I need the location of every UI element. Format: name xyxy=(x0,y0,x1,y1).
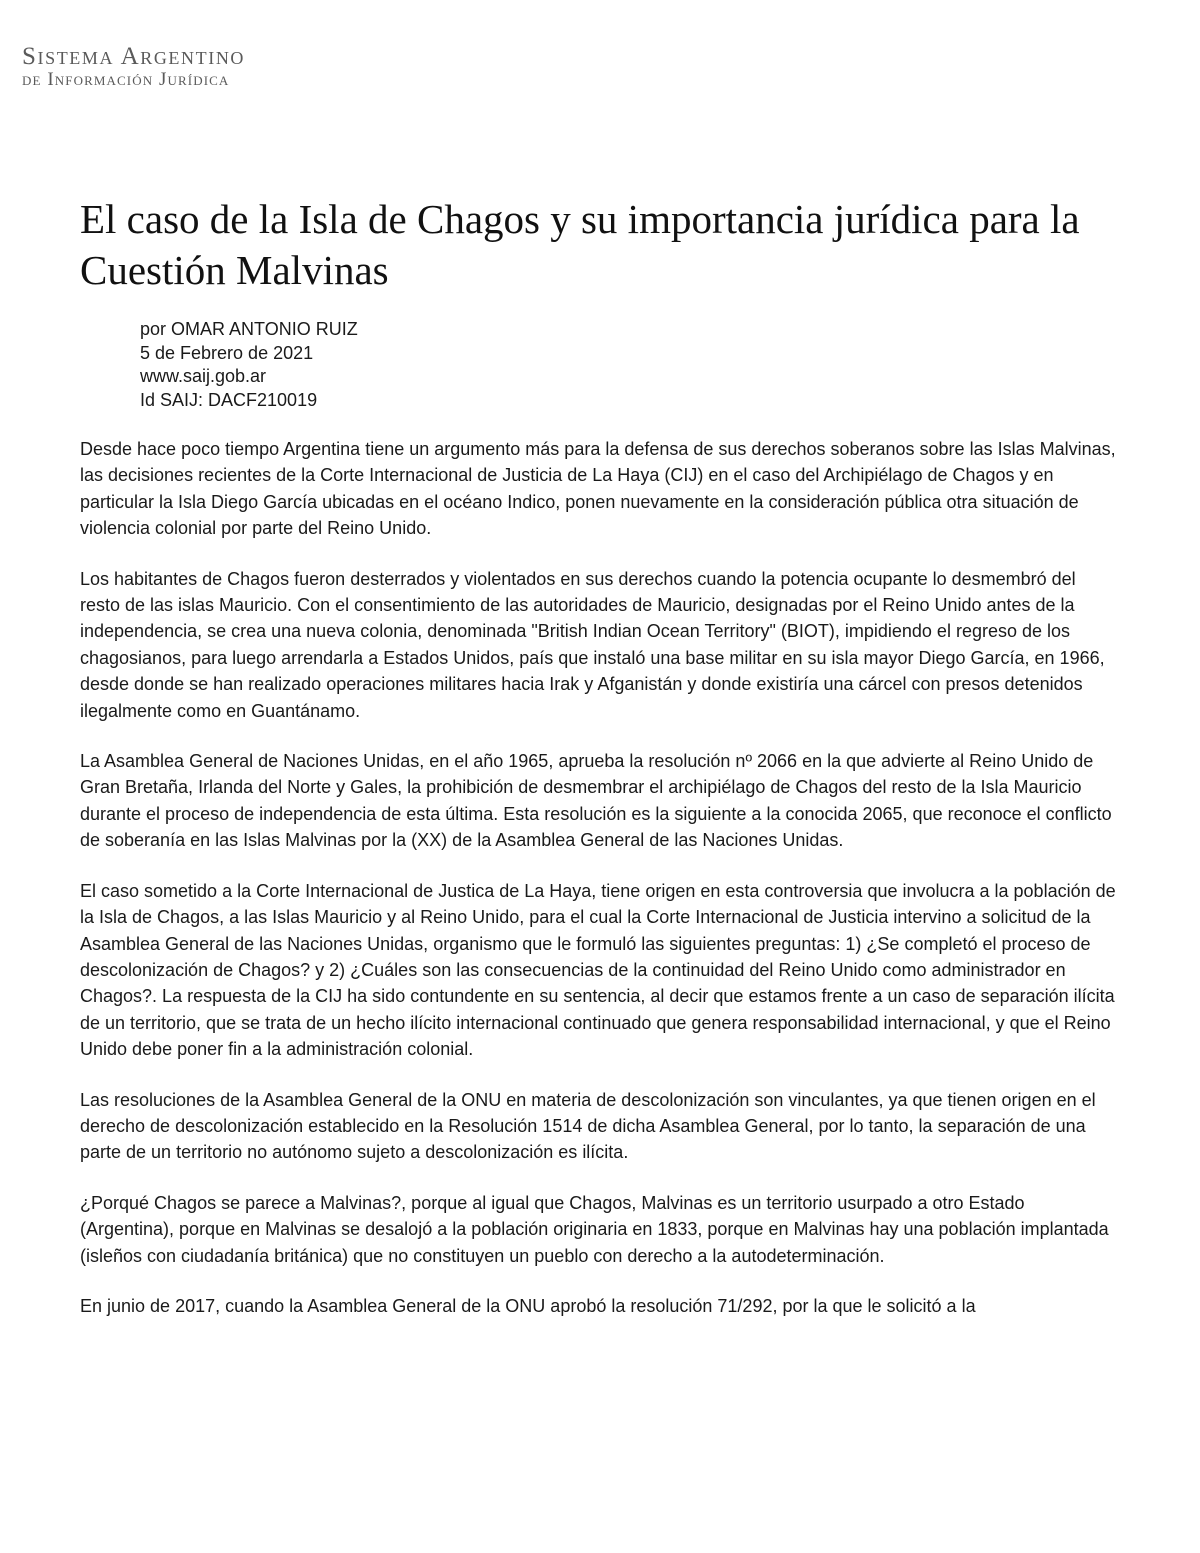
body-paragraph: Las resoluciones de la Asamblea General de la ONU en materia de descolonización son vinculantes, ya que tienen origen en el derecho de descolonización establecido en la Resolución 1514 de dicha Asamblea General, por lo tanto, la separación de una parte de un territorio no autónomo sujeto a descolonización es ilícita. xyxy=(80,1089,1096,1163)
article-body xyxy=(80,436,1120,1343)
saij-id-line: Id SAIJ: DACF210019 xyxy=(140,389,318,410)
body-paragraph: En junio de 2017, cuando la Asamblea General de la ONU aprobó la resolución 71/292, por la que le solicitó a la xyxy=(80,1295,976,1316)
saij-logo xyxy=(22,44,245,90)
article-title: El caso de la Isla de Chagos y su importancia jurídica para la Cuestión Malvinas xyxy=(80,196,1080,293)
date-line: 5 de Febrero de 2021 xyxy=(140,342,314,363)
body-paragraph: El caso sometido a la Corte Internacional de Justica de La Haya, tiene origen en esta controversia que involucra a la población de la Isla de Chagos, a las Islas Mauricio y al Reino Unido, para el cual la Corte Internacional de Justicia intervino a solicitud de la Asamblea General de las Naciones Unidas, organismo que le formuló las siguientes preguntas: 1) ¿Se completó el proceso de descolonización de Chagos? y 2) ¿Cuáles son las consecuencias de la continuidad del Reino Unido como administrador en Chagos?. La respuesta de la CIJ ha sido contundente en su sentencia, al decir que estamos frente a un caso de separación ilícita de un territorio, que se trata de un hecho ilícito internacional continuado que genera responsabilidad internacional, y que el Reino Unido debe poner fin a la administración colonial. xyxy=(80,880,1116,1060)
body-paragraph: Los habitantes de Chagos fueron desterrados y violentados en sus derechos cuando la potencia ocupante lo desmembró del resto de las islas Mauricio. Con el consentimiento de las autoridades de Mauricio, designadas por el Reino Unido antes de la independencia, se crea una nueva colonia, denominada "British Indian Ocean Territory" (BIOT), impidiendo el regreso de los chagosianos, para luego arrendarla a Estados Unidos, país que instaló una base militar en su isla mayor Diego García, en 1966, desde donde se han realizado operaciones militares hacia Irak y Afganistán y donde existiría una cárcel con presos detenidos ilegalmente como en Guantánamo. xyxy=(80,568,1105,721)
article-meta xyxy=(140,318,358,412)
body-paragraph: Desde hace poco tiempo Argentina tiene un argumento más para la defensa de sus derechos soberanos sobre las Islas Malvinas, las decisiones recientes de la Corte Internacional de Justicia de La Haya (CIJ) en el caso del Archipiélago de Chagos y en particular la Isla Diego García ubicadas en el océano Indico, ponen nuevamente en la consideración pública otra situación de violencia colonial por parte del Reino Unido. xyxy=(80,439,1116,539)
logo-line-1: Sistema Argentino xyxy=(22,43,246,70)
body-paragraph: ¿Porqué Chagos se parece a Malvinas?, porque al igual que Chagos, Malvinas es un territorio usurpado a otro Estado (Argentina), porque en Malvinas se desalojó a la población originaria en 1833, porque en Malvinas hay una población implantada (isleños con ciudadanía británica) que no constituyen un pueblo con derecho a la autodeterminación. xyxy=(80,1192,1109,1266)
body-paragraph: La Asamblea General de Naciones Unidas, en el año 1965, aprueba la resolución nº 2066 en la que advierte al Reino Unido de Gran Bretaña, Irlanda del Norte y Gales, la prohibición de desmembrar el archipiélago de Chagos del resto de la Isla Mauricio durante el proceso de independencia de esta última. Esta resolución es la siguiente a la conocida 2065, que reconoce el conflicto de soberanía en las Islas Malvinas por la (XX) de la Asamblea General de las Naciones Unidas. xyxy=(80,751,1112,851)
author-line: por OMAR ANTONIO RUIZ xyxy=(140,319,358,339)
website-line: www.saij.gob.ar xyxy=(140,366,267,386)
logo-line-2: de Información Jurídica xyxy=(22,69,230,91)
